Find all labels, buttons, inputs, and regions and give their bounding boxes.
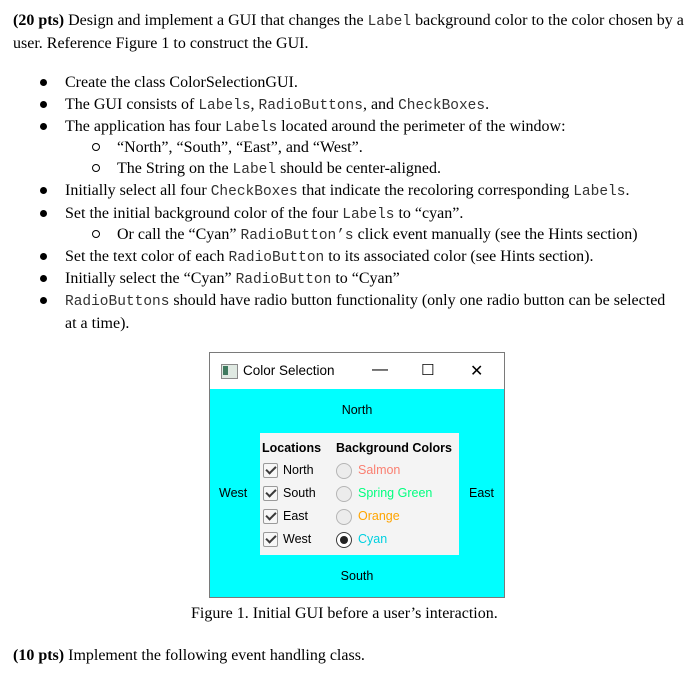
north-label: North [341, 403, 373, 417]
sub-bullet-item: Or call the “Cyan” RadioButton’s click event manually (see the Hints section) [117, 224, 638, 247]
sub-bullet-item: The String on the Label should be center-aligned. [117, 158, 441, 181]
bullet-item: Set the text color of each RadioButton to its associated color (see Hints section). [65, 246, 593, 269]
cyan-radio-label: Cyan [358, 532, 388, 546]
east-checkbox-label: East [283, 509, 309, 523]
east-label: East [469, 486, 495, 500]
figure-caption: Figure 1. Initial GUI before a user’s interaction. [191, 605, 498, 622]
spring-green-radio-label: Spring Green [358, 486, 433, 500]
bullet-item: The GUI consists of Labels, RadioButtons, and CheckBoxes. [65, 94, 489, 117]
minimize-button[interactable]: — [372, 361, 388, 378]
south-label: South [340, 569, 374, 583]
south-checkbox[interactable] [263, 486, 278, 501]
title-bar [210, 353, 504, 389]
footer-paragraph: (10 pts) Implement the following event handling class. [13, 647, 365, 664]
locations-header: Locations [262, 441, 322, 455]
west-checkbox[interactable] [263, 532, 278, 547]
close-button[interactable]: ✕ [470, 363, 484, 380]
bullet-item: RadioButtons should have radio button functionality (only one radio button can be selected at a time). [65, 290, 675, 334]
salmon-radio[interactable] [336, 463, 352, 479]
intro-paragraph: (20 pts) Design and implement a GUI that changes the Label background color to the color chosen by a user. Reference Figure 1 to construct the GUI. [13, 12, 684, 52]
west-label: West [219, 486, 248, 500]
spring-green-radio[interactable] [336, 486, 352, 502]
window-title: Color Selection [243, 363, 335, 378]
app-icon [221, 364, 238, 379]
color-selection-window [209, 352, 505, 598]
west-checkbox-label: West [283, 532, 312, 546]
options-panel [260, 433, 459, 555]
bullet-item: The application has four Labels located around the perimeter of the window: [65, 116, 566, 139]
south-checkbox-label: South [283, 486, 316, 500]
salmon-radio-label: Salmon [358, 463, 401, 477]
points-label: (20 pts) [13, 12, 65, 29]
footer-points-label: (10 pts) [13, 647, 65, 664]
maximize-button[interactable]: ☐ [421, 362, 435, 379]
background-colors-header: Background Colors [336, 441, 452, 455]
bullet-item: Initially select all four CheckBoxes that indicate the recoloring corresponding Labels. [65, 180, 629, 203]
north-checkbox[interactable] [263, 463, 278, 478]
bullet-item: Set the initial background color of the four Labels to “cyan”. [65, 203, 463, 226]
orange-radio-label: Orange [358, 509, 400, 523]
sub-bullet-item: “North”, “South”, “East”, and “West”. [117, 137, 363, 158]
north-checkbox-label: North [283, 463, 314, 477]
east-checkbox[interactable] [263, 509, 278, 524]
window-client-area [210, 389, 504, 597]
bullet-item: Create the class ColorSelectionGUI. [65, 72, 298, 93]
bullet-item: Initially select the “Cyan” RadioButton to “Cyan” [65, 268, 400, 291]
cyan-radio[interactable] [336, 532, 352, 548]
orange-radio[interactable] [336, 509, 352, 525]
